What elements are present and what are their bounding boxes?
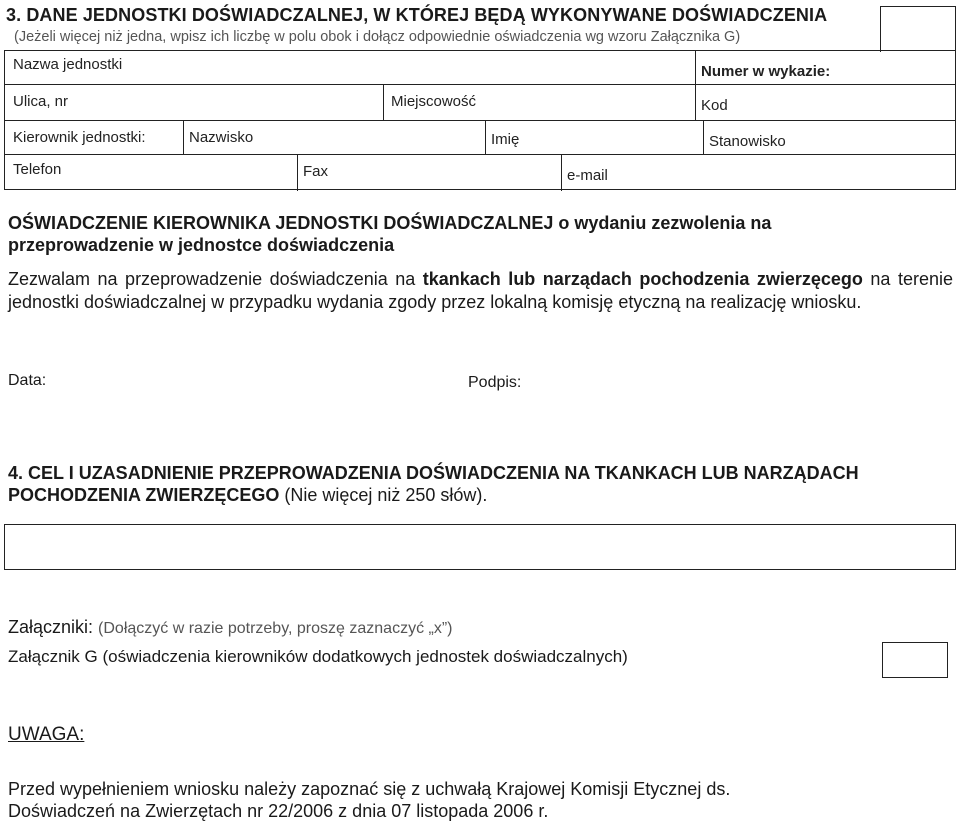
email-field[interactable]: e-mail [567, 167, 608, 184]
city-field[interactable]: Miejscowość [391, 93, 477, 110]
column-divider [695, 84, 696, 120]
section4-title [8, 462, 859, 506]
column-divider [561, 154, 562, 191]
unit-count-field[interactable] [880, 6, 956, 52]
position-field[interactable]: Stanowisko [709, 133, 786, 150]
unit-name-field[interactable]: Nazwa jednostki [13, 56, 123, 73]
declaration-title [8, 212, 771, 256]
column-divider [183, 120, 184, 154]
purpose-justification-input[interactable] [4, 524, 956, 570]
row-divider [5, 120, 955, 121]
date-field[interactable]: Data: [8, 372, 47, 389]
row-divider [5, 154, 955, 155]
surname-field[interactable]: Nazwisko [189, 129, 254, 146]
head-of-unit-label: Kierownik jednostki: [13, 129, 146, 146]
postal-code-field[interactable]: Kod [701, 97, 728, 114]
attachment-g-checkbox[interactable] [882, 642, 948, 678]
attachments-hint: (Dołączyć w razie potrzeby, proszę zaznaczyć „x”) [98, 620, 453, 637]
column-divider [695, 51, 696, 84]
section3-note: (Jeżeli więcej niż jedna, wpisz ich liczbę w polu obok i dołącz odpowiednie oświadczenia wg wzoru Załącznika G) [14, 29, 741, 45]
declaration-title-line1: OŚWIADCZENIE KIEROWNIKA JEDNOSTKI DOŚWIADCZALNEJ o wydaniu zezwolenia na [8, 213, 772, 233]
column-divider [703, 120, 704, 154]
declaration-body-text: Zezwalam na przeprowadzenie doświadczenia na [8, 269, 423, 289]
warning-line1: Przed wypełnieniem wniosku należy zapoznać się z uchwałą Krajowej Komisji Etycznej ds. [8, 779, 731, 799]
column-divider [485, 120, 486, 154]
declaration-body-text: na terenie jednostki doświadczalnej w przypadku wydania zgody przez lokalną komisję etyczną na realizację wniosku. [8, 269, 953, 312]
phone-field[interactable]: Telefon [13, 161, 62, 178]
section4-word-limit: (Nie więcej niż 250 słów). [279, 485, 488, 505]
declaration-body-emphasis: tkankach lub narządach pochodzenia zwierzęcego [422, 269, 863, 289]
column-divider [383, 84, 384, 120]
fax-field[interactable]: Fax [303, 163, 329, 180]
unit-data-form [4, 50, 956, 190]
warning-line2: Doświadczeń na Zwierzętach nr 22/2006 z dnia 07 listopada 2006 r. [8, 801, 549, 821]
section3-title: 3. DANE JEDNOSTKI DOŚWIADCZALNEJ, W KTÓREJ BĘDĄ WYKONYWANE DOŚWIADCZENIA [6, 5, 828, 25]
section4-title-line1: 4. CEL I UZASADNIENIE PRZEPROWADZENIA DOŚWIADCZENIA NA TKANKACH LUB NARZĄDACH [8, 463, 859, 483]
attachments-label: Załączniki: [8, 617, 99, 637]
declaration-title-line2: przeprowadzenie w jednostce doświadczenia [8, 235, 395, 255]
warning-heading: UWAGA: [8, 724, 85, 745]
registry-number-field[interactable]: Numer w wykazie: [701, 63, 831, 80]
attachments-heading [8, 617, 453, 638]
attachment-g-label: Załącznik G (oświadczenia kierowników dodatkowych jednostek doświadczalnych) [8, 647, 628, 666]
first-name-field[interactable]: Imię [491, 131, 520, 148]
declaration-body [8, 268, 953, 314]
street-field[interactable]: Ulica, nr [13, 93, 69, 110]
signature-field[interactable]: Podpis: [468, 374, 522, 391]
section4-title-line2: POCHODZENIA ZWIERZĘCEGO [8, 485, 280, 505]
row-divider [5, 84, 955, 85]
column-divider [297, 154, 298, 191]
warning-text [8, 778, 730, 822]
